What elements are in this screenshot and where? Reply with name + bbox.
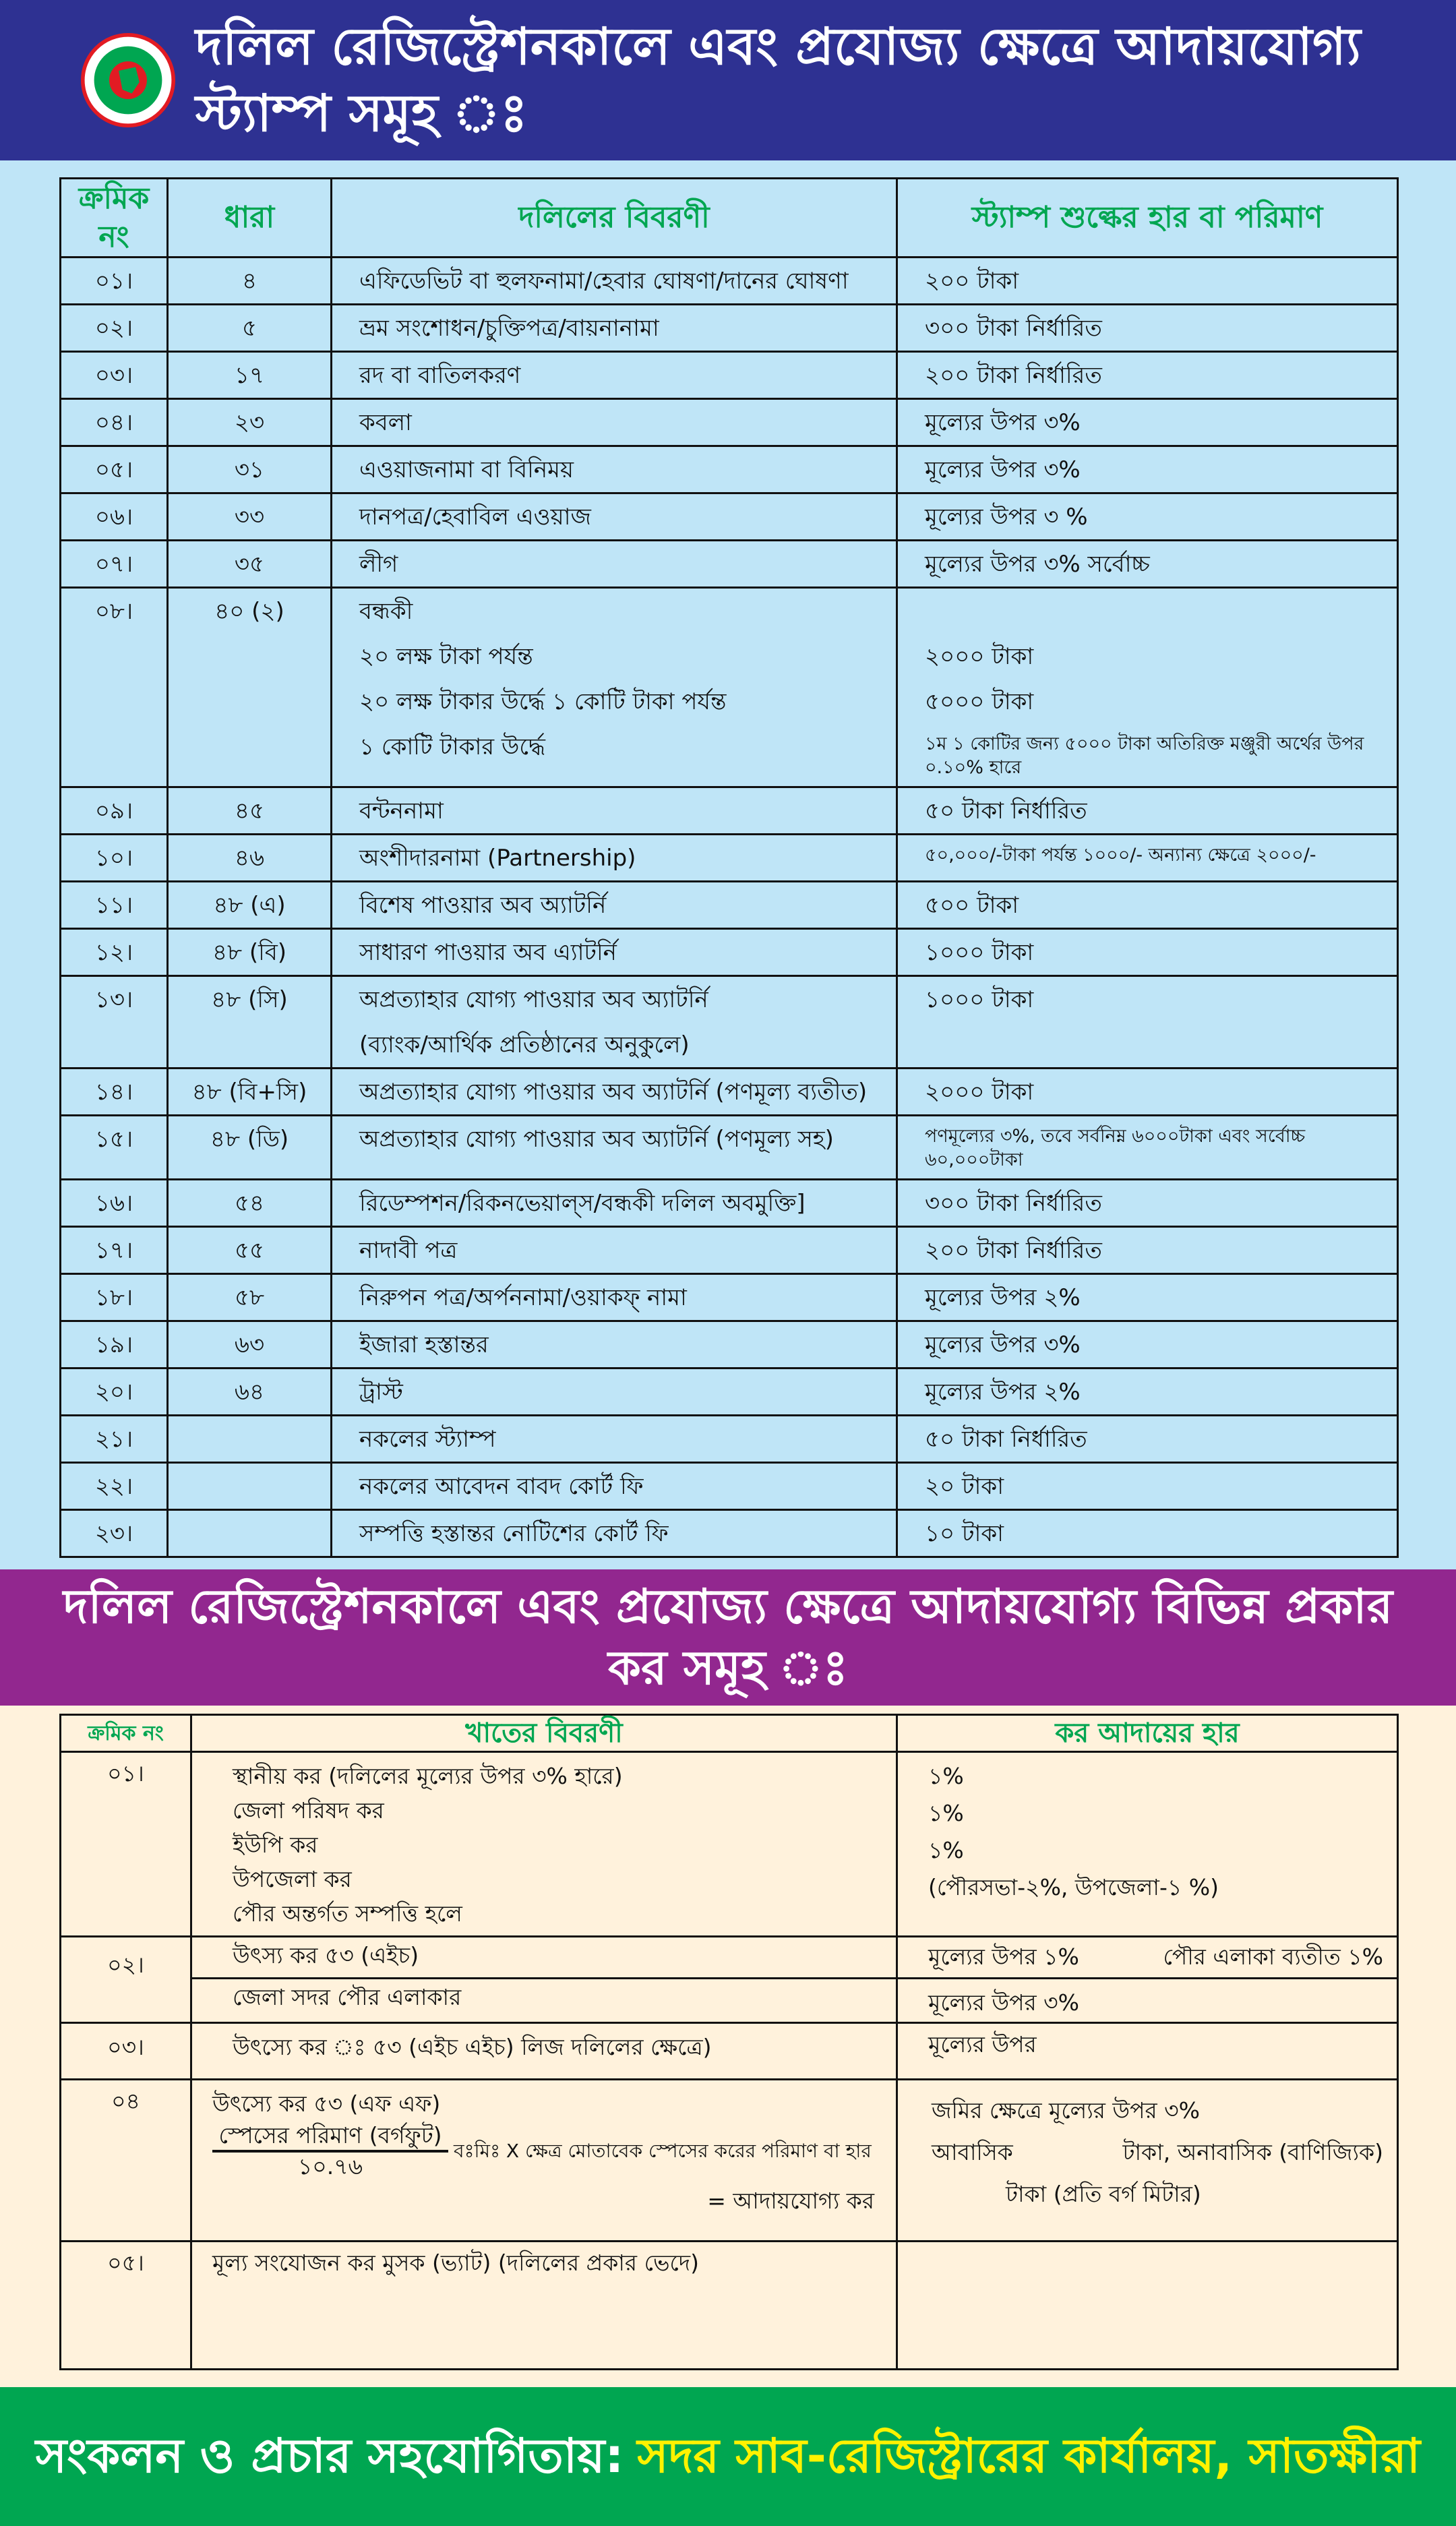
cell-line: ৩০০ টাকা নির্ধারিত <box>925 314 1102 342</box>
table-row <box>61 787 1398 835</box>
commercial-label: টাকা, অনাবাসিক (বাণিজ্যিক) <box>1122 2138 1383 2165</box>
serial <box>61 1069 168 1116</box>
cell-line: ২০ লক্ষ টাকা পর্যন্ত <box>359 642 533 670</box>
tax-band-title: দলিল রেজিস্ট্রেশনকালে এবং প্রযোজ্য ক্ষেত্রে আদায়যোগ্য বিভিন্ন প্রকার কর সমূহ ঃ <box>0 1569 1456 1706</box>
table-row <box>61 1116 1398 1180</box>
section <box>168 1510 332 1557</box>
table-row <box>61 1463 1398 1510</box>
cell-line: ১০০০ টাকা <box>925 986 1034 1014</box>
cell-line: ১১। <box>94 892 133 920</box>
cell-line <box>925 589 1389 634</box>
table-row <box>61 835 1398 882</box>
section <box>168 493 332 540</box>
serial <box>61 1321 168 1369</box>
description <box>332 1369 897 1416</box>
formula-result: = আদায়যোগ্য কর <box>707 2188 874 2215</box>
cell-line: ভ্রম সংশোধন/চুক্তিপত্র/বায়নানামা <box>359 314 659 342</box>
cell-line: ১৩। <box>94 986 133 1014</box>
rate <box>897 351 1398 398</box>
cell-line <box>169 1511 330 1556</box>
cell-line: বন্টননামা <box>359 798 444 825</box>
cell-line: ১ম ১ কোটির জন্য ৫০০০ টাকা অতিরিক্ত মঞ্জুরী অর্থের উপর ০.১০% হারে <box>925 733 1364 779</box>
table-row <box>61 2022 1398 2079</box>
rate <box>897 1936 1398 1978</box>
rate <box>897 1510 1398 1557</box>
table-row <box>61 257 1398 304</box>
description <box>332 1416 897 1463</box>
description <box>332 587 897 787</box>
cell-line: ৪৫ <box>234 798 265 825</box>
section <box>168 1180 332 1227</box>
table-row <box>61 351 1398 398</box>
cell-line: ৪৬ <box>234 845 265 872</box>
rate <box>897 1116 1398 1180</box>
cell-line <box>169 1464 330 1509</box>
stamp-section <box>0 160 1456 1570</box>
table-row <box>61 1321 1398 1369</box>
rate <box>897 540 1398 587</box>
cell-line: অংশীদারনামা (Partnership) <box>359 845 636 872</box>
cell-line: রিডেম্পশন/রিকনভেয়াল্স/বন্ধকী দলিল অবমুক্তি] <box>359 1190 806 1217</box>
cell-line: ১০ টাকা <box>925 1520 1004 1548</box>
line: জমির ক্ষেত্রে মূল্যের উপর ৩% <box>932 2097 1200 2124</box>
table-row <box>61 1752 1398 1936</box>
section <box>168 929 332 976</box>
serial <box>61 1369 168 1416</box>
serial <box>61 929 168 976</box>
footer-office: সদর সাব-রেজিস্ট্রারের কার্যালয়, সাতক্ষীরা <box>637 2428 1421 2484</box>
cell-line: ৩৩ <box>234 503 265 531</box>
section <box>168 1069 332 1116</box>
cell-line: ৫৫ <box>234 1237 265 1265</box>
table-row <box>61 1274 1398 1321</box>
section <box>168 1369 332 1416</box>
table-row <box>61 540 1398 587</box>
line: ১% <box>928 1763 964 1790</box>
table-row <box>61 493 1398 540</box>
section <box>168 1463 332 1510</box>
cell-line: ১৭। <box>94 1237 133 1265</box>
footer-banner <box>0 2387 1456 2526</box>
serial <box>61 257 168 304</box>
cell-line: ৪০ (২) <box>214 597 284 625</box>
cell-line: মূল্যের উপর ৩% সর্বোচ্চ <box>925 550 1150 578</box>
description <box>332 976 897 1069</box>
cell-line <box>169 1416 330 1462</box>
rate <box>897 1752 1398 1936</box>
cell-line: পণমূল্যের ৩%, তবে সর্বনিম্ন ৬০০০টাকা এবং সর্বোচ্চ ৬০,০০০টাকা <box>925 1126 1306 1171</box>
cell-line: ২০০ টাকা নির্ধারিত <box>925 361 1102 389</box>
cell-line: এফিডেভিট বা হুলফনামা/হেবার ঘোষণা/দানের ঘোষণা <box>359 267 849 295</box>
cell-line: ট্রাস্ট <box>359 1379 403 1406</box>
rate: মূল্যের উপর ৩% <box>897 1978 1398 2022</box>
col-description: খাতের বিবরণী <box>191 1715 897 1752</box>
rate <box>897 493 1398 540</box>
section <box>168 587 332 787</box>
description <box>191 1752 897 1936</box>
cell-line: ৬৪ <box>234 1379 265 1406</box>
cell-line: মূল্যের উপর ২% <box>925 1379 1081 1406</box>
cell-line: ৪৮ (ডি) <box>210 1126 289 1153</box>
section <box>168 1321 332 1369</box>
cell-line: ২০০০ টাকা <box>925 642 1034 670</box>
cell-line: ০৯। <box>94 798 133 825</box>
rate <box>897 882 1398 929</box>
table-row <box>61 1227 1398 1274</box>
rate <box>897 1227 1398 1274</box>
serial <box>61 446 168 493</box>
col-section: ধারা <box>168 178 332 257</box>
cell-line: ১৯। <box>94 1331 133 1359</box>
cell-line: মূল্যের উপর ২% <box>925 1284 1081 1312</box>
cell-line: ৪৮ (বি) <box>212 939 287 967</box>
cell-line: বন্ধকী <box>359 597 413 625</box>
serial: ০৩। <box>61 2022 191 2079</box>
table-row <box>61 882 1398 929</box>
section <box>168 787 332 835</box>
section <box>168 882 332 929</box>
cell-line: ০৪। <box>94 409 133 436</box>
serial <box>61 835 168 882</box>
table-row <box>61 2241 1398 2369</box>
table-row <box>61 1510 1398 1557</box>
description: উৎস্য কর ৫৩ (এইচ) <box>191 1936 897 1978</box>
table-row <box>61 1180 1398 1227</box>
rate-text: মূল্যের উপর ১% <box>928 1943 1079 1970</box>
cell-line: ৩১ <box>234 456 265 483</box>
description <box>332 351 897 398</box>
fraction-denominator: ১০.৭৬ <box>297 2153 363 2180</box>
rate <box>897 1463 1398 1510</box>
cell-line: ৫০০০ টাকা <box>925 688 1034 715</box>
tax-section <box>0 1706 1456 2386</box>
serial <box>61 398 168 446</box>
cell-line: ৫৮ <box>234 1284 265 1312</box>
cell-line: ৫০০ টাকা <box>925 892 1019 920</box>
rate <box>897 398 1398 446</box>
rate: মূল্যের উপর <box>897 2022 1398 2079</box>
col-rate: স্ট্যাম্প শুল্কের হার বা পরিমাণ <box>897 178 1398 257</box>
cell-line: ০১। <box>94 267 133 295</box>
formula-multiplier: বঃমিঃ X ক্ষেত্র মোতাবেক স্পেসের করের পরিমাণ বা হার <box>454 2140 872 2163</box>
cell-line: ০২। <box>94 314 133 342</box>
cell-line: ২০০০ টাকা <box>925 1079 1034 1106</box>
cell-line: সম্পত্তি হস্তান্তর নোটিশের কোর্ট ফি <box>359 1520 669 1548</box>
line: জেলা পরিষদ কর <box>233 1797 384 1824</box>
tax-table <box>59 1714 1399 2370</box>
cell-line: ২২। <box>94 1473 133 1501</box>
cell-line: অপ্রত্যাহার যোগ্য পাওয়ার অব অ্যাটর্নি (পণমূল্য ব্যতীত) <box>359 1079 868 1106</box>
description <box>332 1069 897 1116</box>
rate <box>897 446 1398 493</box>
rate <box>897 1180 1398 1227</box>
description <box>332 1116 897 1180</box>
serial: ০৪ <box>61 2079 191 2241</box>
rate <box>897 1069 1398 1116</box>
cell-line: (ব্যাংক/আর্থিক প্রতিষ্ঠানের অনুকুলে) <box>359 1031 690 1059</box>
cell-line: ৬৩ <box>234 1331 265 1359</box>
cell-line: ৫০,০০০/-টাকা পর্যন্ত ১০০০/- অন্যান্য ক্ষেত্রে ২০০০/- <box>925 845 1316 866</box>
serial <box>61 882 168 929</box>
section <box>168 1416 332 1463</box>
description <box>332 493 897 540</box>
serial <box>61 540 168 587</box>
description <box>332 304 897 351</box>
description: মূল্য সংযোজন কর মুসক (ভ্যাট) (দলিলের প্রকার ভেদে) <box>191 2241 897 2369</box>
cell-line: বিশেষ পাওয়ার অব অ্যাটর্নি <box>359 892 607 920</box>
cell-line: ১৬। <box>94 1190 133 1217</box>
cell-line: অপ্রত্যাহার যোগ্য পাওয়ার অব অ্যাটর্নি <box>359 986 708 1014</box>
cell-line: ২০ টাকা <box>925 1473 1004 1501</box>
cell-line: অপ্রত্যাহার যোগ্য পাওয়ার অব অ্যাটর্নি (পণমূল্য সহ) <box>359 1126 834 1153</box>
description <box>332 835 897 882</box>
cell-line: ২১। <box>94 1426 133 1453</box>
section <box>168 1274 332 1321</box>
serial: ০৫। <box>61 2241 191 2369</box>
table-row <box>61 976 1398 1069</box>
rate <box>897 976 1398 1069</box>
serial <box>61 351 168 398</box>
description <box>332 1274 897 1321</box>
rate <box>897 587 1398 787</box>
rate <box>897 1274 1398 1321</box>
government-seal-logo <box>81 33 175 127</box>
table-row <box>61 446 1398 493</box>
cell-line: ৩৫ <box>234 550 265 578</box>
cell-line: ইজারা হস্তান্তর <box>359 1331 489 1359</box>
cell-line: ৪৮ (এ) <box>213 892 286 920</box>
serial: ০১। <box>61 1752 191 1936</box>
table-row <box>61 1069 1398 1116</box>
description <box>332 787 897 835</box>
cell-line: ৫০ টাকা নির্ধারিত <box>925 1426 1087 1453</box>
col-description: দলিলের বিবরণী <box>332 178 897 257</box>
line: পৌর অন্তর্গত সম্পত্তি হলে <box>233 1900 462 1927</box>
cell-line: মূল্যের উপর ৩% <box>925 1331 1081 1359</box>
table-row <box>61 1416 1398 1463</box>
cell-line: ১৭ <box>234 361 265 389</box>
stamp-table <box>59 177 1399 1559</box>
line: ইউপি কর <box>233 1832 318 1859</box>
table-row <box>61 398 1398 446</box>
cell-line: ২০। <box>94 1379 133 1406</box>
serial <box>61 493 168 540</box>
serial <box>61 587 168 787</box>
cell-line: ০৭। <box>94 550 133 578</box>
cell-line: ৫ <box>241 314 257 342</box>
cell-line: ২৩। <box>94 1520 133 1548</box>
rate <box>897 1416 1398 1463</box>
cell-line: নিরুপন পত্র/অর্পননামা/ওয়াকফ্ নামা <box>359 1284 687 1312</box>
cell-line: কবলা <box>359 409 412 436</box>
line: (পৌরসভা-২%, উপজেলা-১ %) <box>928 1874 1219 1901</box>
cell-line: ১৫। <box>94 1126 133 1153</box>
header-title: দলিল রেজিস্ট্রেশনকালে এবং প্রযোজ্য ক্ষেত্রে আদায়যোগ্য স্ট্যাম্প সমূহ ঃ <box>195 16 1361 143</box>
rate <box>897 1321 1398 1369</box>
cell-line: নাদাবী পত্র <box>359 1237 458 1265</box>
serial <box>61 1116 168 1180</box>
description <box>332 1180 897 1227</box>
cell-line: ৫০ টাকা নির্ধারিত <box>925 798 1087 825</box>
cell-line: দানপত্র/হেবাবিল এওয়াজ <box>359 503 591 531</box>
description <box>332 882 897 929</box>
cell-line: রদ বা বাতিলকরণ <box>359 361 521 389</box>
section <box>168 351 332 398</box>
description <box>332 257 897 304</box>
table-row <box>61 929 1398 976</box>
table-row <box>61 587 1398 787</box>
line: উৎস্যে কর ৫৩ (এফ এফ) <box>212 2090 441 2117</box>
rate <box>897 2241 1398 2369</box>
serial <box>61 304 168 351</box>
serial <box>61 1463 168 1510</box>
fraction-numerator: স্পেসের পরিমাণ (বর্গফুট) <box>212 2122 448 2153</box>
description <box>332 446 897 493</box>
rate <box>897 929 1398 976</box>
section <box>168 446 332 493</box>
description <box>332 1510 897 1557</box>
description <box>332 1321 897 1369</box>
cell-line: ৩০০ টাকা নির্ধারিত <box>925 1190 1102 1217</box>
residential-label: আবাসিক <box>932 2138 1013 2165</box>
cell-line: নকলের আবেদন বাবদ কোর্ট ফি <box>359 1473 644 1501</box>
cell-line: ২৩ <box>234 409 265 436</box>
serial <box>61 787 168 835</box>
header-banner <box>0 0 1456 160</box>
cell-line: সাধারণ পাওয়ার অব এ্যাটর্নি <box>359 939 617 967</box>
cell-line: লীগ <box>359 550 398 578</box>
cell-line: ২০০ টাকা নির্ধারিত <box>925 1237 1102 1265</box>
serial <box>61 1510 168 1557</box>
cell-line: মূল্যের উপর ৩% <box>925 456 1081 483</box>
line: স্থানীয় কর (দলিলের মূল্যের উপর ৩% হারে) <box>233 1763 623 1790</box>
rate <box>897 787 1398 835</box>
description: উৎস্যে কর ঃ ৫৩ (এইচ এইচ) লিজ দলিলের ক্ষেত্রে) <box>191 2022 897 2079</box>
cell-line: ২০০ টাকা <box>925 267 1019 295</box>
line: টাকা (প্রতি বর্গ মিটার) <box>1006 2180 1201 2207</box>
cell-line: ২০ লক্ষ টাকার উর্দ্ধে ১ কোটি টাকা পর্যন্ত <box>359 688 727 715</box>
cell-line: ১০। <box>94 845 133 872</box>
serial <box>61 1180 168 1227</box>
rate-note: পৌর এলাকা ব্যতীত ১% <box>1163 1943 1383 1970</box>
rate <box>897 835 1398 882</box>
rate <box>897 1369 1398 1416</box>
cell-line: মূল্যের উপর ৩% <box>925 409 1081 436</box>
section <box>168 1116 332 1180</box>
cell-line: ১৪। <box>94 1079 133 1106</box>
rate <box>897 257 1398 304</box>
cell-line: মূল্যের উপর ৩ % <box>925 503 1088 531</box>
col-rate: কর আদায়ের হার <box>897 1715 1398 1752</box>
description <box>332 1227 897 1274</box>
cell-line: ১৮। <box>94 1284 133 1312</box>
col-serial: ক্রমিক নং <box>61 1715 191 1752</box>
description <box>191 2079 897 2241</box>
description <box>332 398 897 446</box>
cell-line: ০৮। <box>94 597 133 625</box>
cell-line: ০৩। <box>94 361 133 389</box>
cell-line: ১২। <box>94 939 133 967</box>
serial <box>61 1416 168 1463</box>
cell-line: ০৬। <box>94 503 133 531</box>
cell-line: ০৫। <box>94 456 133 483</box>
table-row <box>61 2079 1398 2241</box>
description <box>332 929 897 976</box>
table-row <box>61 1936 1398 1978</box>
section <box>168 304 332 351</box>
line: উপজেলা কর <box>233 1866 352 1893</box>
table-row <box>61 1369 1398 1416</box>
section <box>168 976 332 1069</box>
serial <box>61 1227 168 1274</box>
cell-line: ৫৪ <box>234 1190 265 1217</box>
description: জেলা সদর পৌর এলাকার <box>191 1978 897 2022</box>
section <box>168 1227 332 1274</box>
rate <box>897 304 1398 351</box>
section <box>168 257 332 304</box>
cell-line: নকলের স্ট্যাম্প <box>359 1426 496 1453</box>
serial <box>61 976 168 1069</box>
line: ১% <box>928 1837 964 1864</box>
serial: ০২। <box>61 1936 191 2022</box>
cell-line: এওয়াজনামা বা বিনিময় <box>359 456 574 483</box>
cell-line: ১ কোটি টাকার উর্দ্ধে <box>359 733 545 760</box>
col-serial: ক্রমিক নং <box>61 178 168 257</box>
serial <box>61 1274 168 1321</box>
footer-label: সংকলন ও প্রচার সহযোগিতায়: <box>35 2428 624 2484</box>
table-row <box>61 304 1398 351</box>
section <box>168 398 332 446</box>
section <box>168 835 332 882</box>
section <box>168 540 332 587</box>
rate <box>897 2079 1398 2241</box>
line: ১% <box>928 1800 964 1827</box>
description <box>332 540 897 587</box>
cell-line: ৪৮ (সি) <box>211 986 288 1014</box>
cell-line: ১০০০ টাকা <box>925 939 1034 967</box>
cell-line: ৪ <box>241 267 257 295</box>
cell-line: ৪৮ (বি+সি) <box>191 1079 307 1106</box>
description <box>332 1463 897 1510</box>
table-row <box>61 1978 1398 2022</box>
